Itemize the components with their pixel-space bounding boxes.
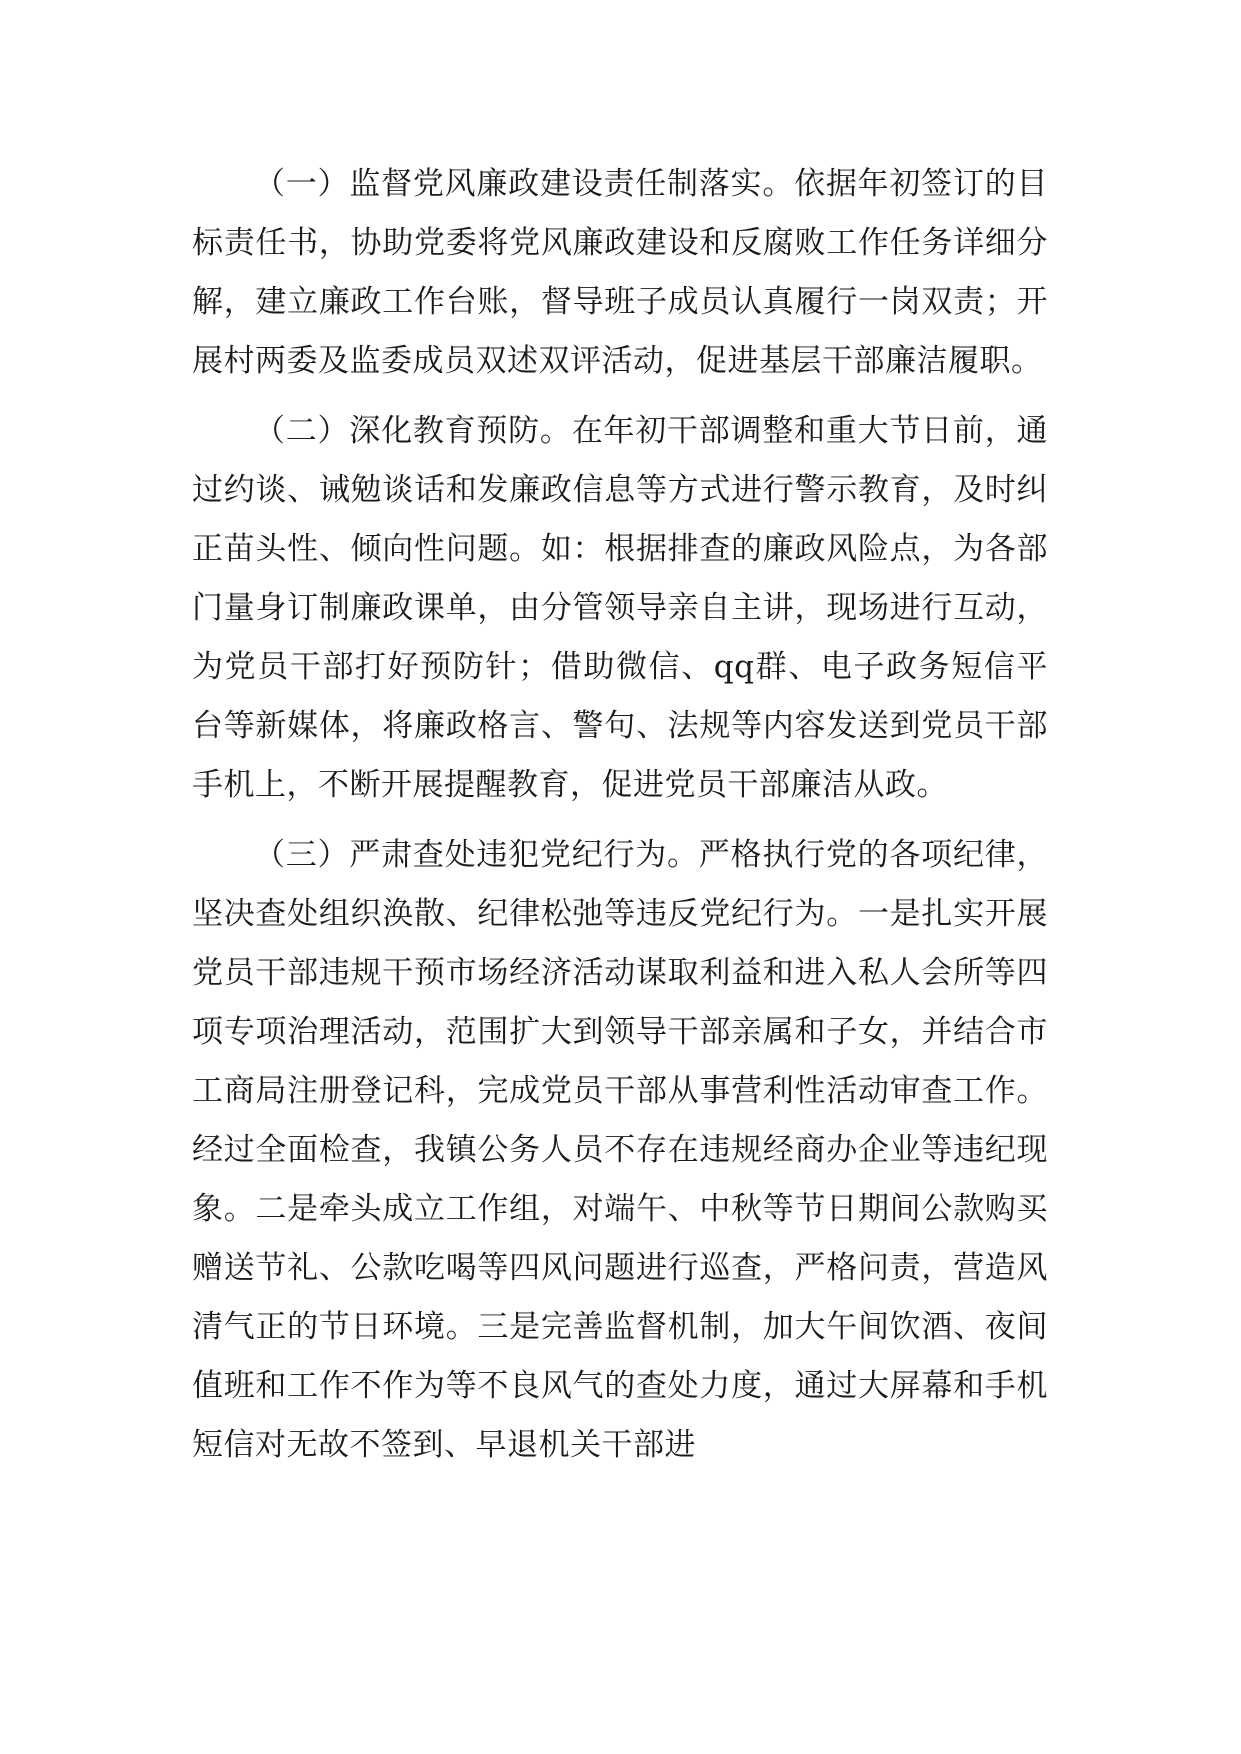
paragraph-supervision: （一）监督党风廉政建设责任制落实。依据年初签订的目标责任书，协助党委将党风廉政建设和反腐败工作任务详细分解，建立廉政工作台账，督导班子成员认真履行一岗双责；开展村两委及监委成员双述双评活动，促进基层干部廉洁履职。 — [192, 166, 1048, 379]
document-page — [192, 155, 1048, 1486]
paragraph-discipline: （三）严肃查处违犯党纪行为。严格执行党的各项纪律，坚决查处组织涣散、纪律松弛等违反党纪行为。一是扎实开展党员干部违规干预市场经济活动谋取利益和进入私人会所等四项专项治理活动，范围扩大到领导干部亲属和子女，并结合市工商局注册登记科，完成党员干部从事营利性活动审查工作。经过全面检查，我镇公务人员不存在违规经商办企业等违纪现象。二是牵头成立工作组，对端午、中秋等节日期间公款购买赠送节礼、公款吃喝等四风问题进行巡查，严格问责，营造风清气正的节日环境。三是完善监督机制，加大午间饮酒、夜间值班和工作不作为等不良风气的查处力度，通过大屏幕和手机短信对无故不签到、早退机关干部进 — [192, 837, 1048, 1463]
paragraph-education: （二）深化教育预防。在年初干部调整和重大节日前，通过约谈、诫勉谈话和发廉政信息等方式进行警示教育，及时纠正苗头性、倾向性问题。如：根据排查的廉政风险点，为各部门量身订制廉政课单，由分管领导亲自主讲，现场进行互动，为党员干部打好预防针；借助微信、qq群、电子政务短信平台等新媒体，将廉政格言、警句、法规等内容发送到党员干部手机上，不断开展提醒教育，促进党员干部廉洁从政。 — [192, 413, 1048, 803]
